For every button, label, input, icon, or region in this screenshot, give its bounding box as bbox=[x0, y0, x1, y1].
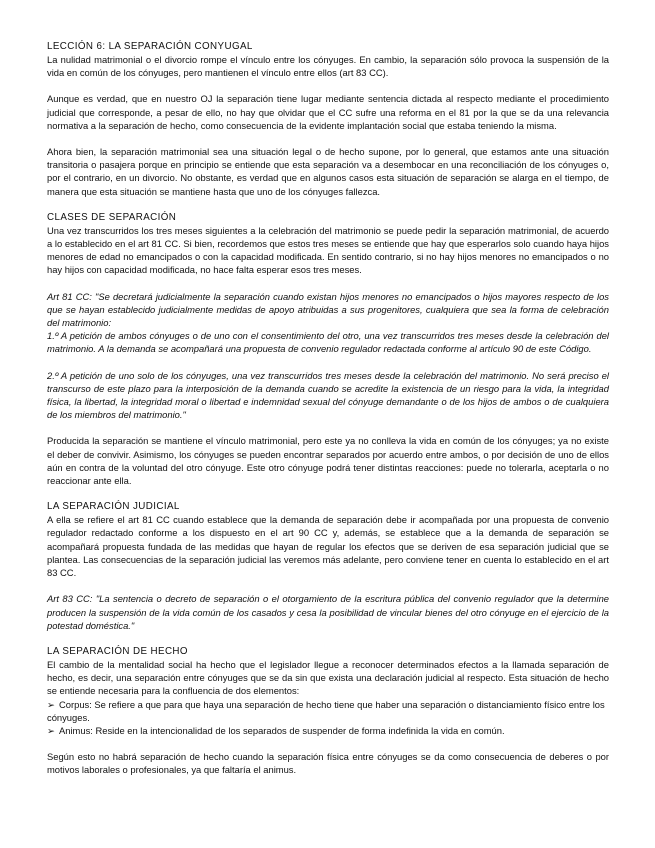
section-heading-clases: CLASES DE SEPARACIÓN bbox=[47, 211, 177, 223]
section-heading-hecho: LA SEPARACIÓN DE HECHO bbox=[47, 645, 188, 657]
bullet-text: Corpus: Se refiere a que para que haya una separación de hecho tiene que haber una separación o distanciamiento físico entre los cónyuges. bbox=[47, 698, 605, 723]
article-81-point-1: 1.º A petición de ambos cónyuges o de uno con el consentimiento del otro, una vez transcurridos tres meses desde la celebración del matrimonio. A la demanda se acompañará una propuesta de convenio regulador redactada conforme al artículo 90 de este Código. bbox=[47, 330, 609, 355]
arrow-bullet-icon: ➢ bbox=[47, 698, 55, 710]
lesson-title: LECCIÓN 6: LA SEPARACIÓN CONYUGAL bbox=[47, 41, 253, 52]
arrow-bullet-icon: ➢ bbox=[47, 724, 55, 736]
bullet-text: Animus: Reside en la intencionalidad de los separados de suspender de forma indefinida la vida en común. bbox=[59, 724, 505, 736]
paragraph: A ella se refiere el art 81 CC cuando establece que la demanda de separación debe ir acompañada por una propuesta de convenio regulador redactado conforme a los dispuesto en el art 90 CC y, además, se establece que a la demanda de separación se acompañará propuesta fundada de las medidas que hayan de regular los efectos que se deriven de esa separación judicial que se plantea. Las consecuencias de la separación judicial las veremos más adelante, pero conviene tener en cuenta lo establecido en el art 83 CC. bbox=[47, 514, 609, 579]
list-item bbox=[47, 698, 609, 724]
paragraph: Producida la separación se mantiene el vínculo matrimonial, pero este ya no conlleva la vida en común de los cónyuges; ya no existe el deber de convivir. Asimismo, los cónyuges se pueden encontrar separados por acuerdo entre ambos, o por decisión de uno de ellos aún en contra de la voluntad del otro cónyuge. Este otro cónyuge podrá tener distintas reacciones: puede no tolerarla, aceptarla o no reaccionar ante ella. bbox=[47, 435, 609, 487]
intro-paragraph: La nulidad matrimonial o el divorcio rompe el vínculo entre los cónyuges. En cambio, la separación sólo provoca la suspensión de la vida en común de los cónyuges, pero mantienen el vínculo entre ellos (art 83 CC). bbox=[47, 54, 609, 79]
paragraph: El cambio de la mentalidad social ha hecho que el legislador llegue a reconocer determinados efectos a la llamada separación de hecho, es decir, una separación entre cónyuges que se da sin que exista una declaración judicial al respecto. Esta situación de hecho se entiende necesaria para la confluencia de dos elementos: bbox=[47, 658, 609, 697]
section-heading-judicial: LA SEPARACIÓN JUDICIAL bbox=[47, 501, 180, 513]
article-81-point-2: 2.º A petición de uno solo de los cónyuges, una vez transcurridos tres meses desde la celebración del matrimonio. No será preciso el transcurso de este plazo para la interposición de la demanda cuando se acredite la existencia de un riesgo para la vida, la integridad física, la libertad, la integridad moral o libertad e indemnidad sexual del cónyuge demandante o de los hijos de ambos o de cualquiera de los miembros del matrimonio." bbox=[47, 369, 609, 421]
paragraph: Según esto no habrá separación de hecho cuando la separación física entre cónyuges se da como consecuencia de deberes o por motivos laborales o profesionales, ya que faltaría el animus. bbox=[47, 751, 609, 776]
paragraph: Ahora bien, la separación matrimonial sea una situación legal o de hecho supone, por lo general, que estamos ante una situación transitoria o pasajera porque en principio se entiende que esta separación va a desembocar en una reconciliación de los cónyuges o, por el contrario, en un divorcio. No obstante, es verdad que en algunos casos esta situación de separación se alarga en el tiempo, de manera que esta situación se mantiene hasta que uno de los cónyuges fallezca. bbox=[47, 146, 609, 197]
article-quote bbox=[47, 290, 609, 356]
paragraph: Una vez transcurridos los tres meses siguientes a la celebración del matrimonio se puede pedir la separación matrimonial, de acuerdo a lo establecido en el art 81 CC. Si bien, recordemos que estos tres meses se entiende que hay que esperarlos solo cuando haya hijos menores de edad no emancipados o con la capacidad modificada. En sentido contrario, si no hay hijos menores no emancipados o no hay hijos con capacidad modificada, no hace falta esperar esos tres meses. bbox=[47, 224, 609, 276]
paragraph: Aunque es verdad, que en nuestro OJ la separación tiene lugar mediante sentencia dictada al respecto mediante el procedimiento judicial que corresponde, a pesar de ello, no hay que olvidar que el CC sufre una reforma en el 81 por la que se da una relevancia normativa a la separación de hecho, como consecuencia de la evidente implantación social que estaba teniendo la misma. bbox=[47, 93, 609, 131]
article-81-intro: Art 81 CC: "Se decretará judicialmente la separación cuando existan hijos menores no emancipados o hijos mayores respecto de los que se hayan establecido judicialmente medidas de apoyo atribuidas a sus progenitores, cualquiera que sea la forma de celebración del matrimonio: bbox=[47, 290, 609, 329]
list-item bbox=[47, 724, 609, 737]
article-83-quote: Art 83 CC: "La sentencia o decreto de separación o el otorgamiento de la escritura pública del convenio regulador que la determine producen la suspensión de la vida común de los casados y cesa la posibilidad de vincular bienes del otro cónyuge en el ejercicio de la potestad doméstica." bbox=[47, 593, 609, 631]
